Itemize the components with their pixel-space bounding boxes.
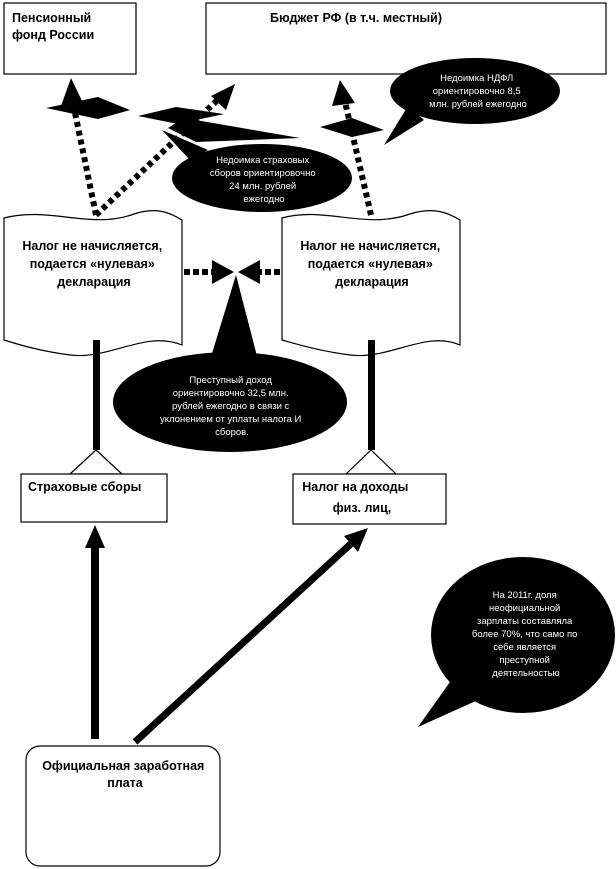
ndfl-arrears-bubble — [384, 58, 560, 145]
pension-fund-box — [4, 3, 136, 74]
official-salary-box — [26, 746, 220, 866]
insurance-arrears-bubble — [162, 130, 352, 212]
center-converging-arrows — [184, 260, 280, 284]
zero-declaration-right — [282, 211, 460, 356]
budget-label: Бюджет РФ (в т.ч. местный) — [270, 11, 443, 25]
zero-declaration-left-label: Налог не начисляется, подается «нулевая» декларация — [22, 239, 163, 289]
insurance-fees-label: Страховые сборы — [28, 480, 142, 494]
budget-box — [206, 3, 606, 74]
svg-text:Недоимка страховых сборо: Недоимка страховых сборов ориентировочно 24 млн. рублей ежегодно — [209, 155, 316, 205]
salary-arrows — [85, 525, 368, 742]
income-tax-label: Налог на доходы физ. лиц, — [302, 480, 409, 515]
zero-declaration-left — [4, 211, 182, 356]
official-salary-label: Официальная заработная плата — [42, 759, 205, 790]
insurance-fees-box — [21, 474, 167, 522]
pension-fund-label: Пенсионный фонд России — [12, 11, 95, 42]
svg-text:Преступный доход ориенти: Преступный доход ориентировочно 32,5 млн. рублей ежегодно в связи с уклонением от уплаты налога И сборов. — [160, 375, 302, 438]
svg-text:Недоимка НДФЛ ориентиров: Недоимка НДФЛ ориентировочно 8,5 млн. рублей ежегодно — [429, 73, 527, 110]
svg-text:На 2011г. доля неофициал: На 2011г. доля неофициальной зарплаты составляла более 70%, что само по себе является преступной деятельностью — [471, 590, 578, 679]
income-tax-box — [293, 474, 446, 524]
unofficial-salary-bubble — [418, 557, 615, 727]
zero-declaration-right-label: Налог не начисляется, подается «нулевая» декларация — [300, 239, 441, 289]
